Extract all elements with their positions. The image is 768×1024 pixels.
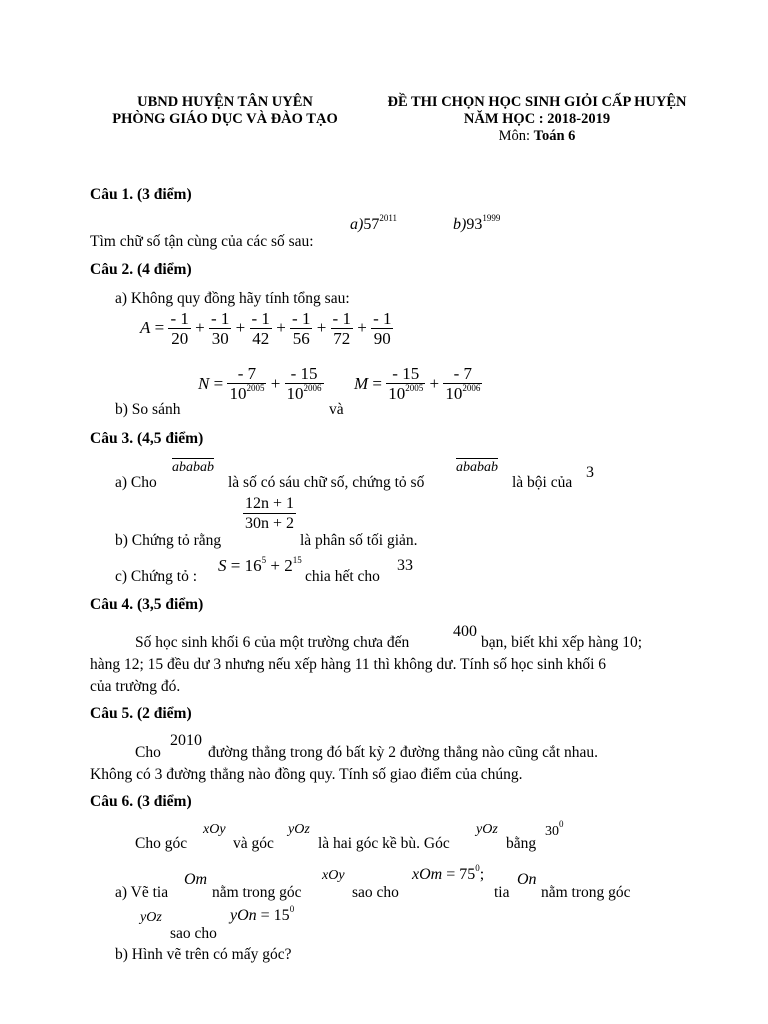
q1-b-label: b) (453, 216, 467, 233)
q3-title: Câu 3. (4,5 điểm) (90, 430, 204, 447)
M-frac-2: $\frac{- 7}{10^{2006}}$ (445, 364, 481, 403)
A-var: A (140, 317, 151, 337)
header-left (100, 94, 350, 128)
q6-a-sao: sao cho (352, 884, 399, 901)
q5-title: Câu 5. (2 điểm) (90, 705, 192, 722)
N-var: N (198, 373, 210, 393)
q6-Om: Om (184, 871, 208, 888)
q4-pre: Số học sinh khối 6 của một trường chưa đến (135, 634, 410, 651)
q2-b-text: b) So sánh (115, 401, 181, 418)
q6-a-tia: tia (494, 884, 510, 901)
q2-N-expression: N = $\frac{- 7}{10^{2005}}$ + $\frac{- 15}{10^{2006}}$ (198, 364, 324, 406)
q2-A-expression: A = $\frac{- 1}{20}$ + $\frac{- 1}{30}$ + $\frac{- 1}{42}$ + $\frac{- 1}{56}$ + $\frac{- 1}{72}$ + $\frac{- 1}{90}$ (140, 309, 392, 348)
district-name: UBND HUYỆN TÂN UYÊN (137, 94, 313, 110)
q6-xOm-expression: xOm = $75^0$; (412, 863, 485, 883)
q4-line2: hàng 12; 15 đều dư 3 nhưng nếu xếp hàng 11 thì không dư. Tính số học sinh khối 6 (90, 656, 606, 673)
exam-title: ĐỀ THI CHỌN HỌC SINH GIỎI CẤP HUYỆN (387, 94, 687, 110)
q3-a-number-1: ababab (172, 460, 214, 475)
q3-a-pre: a) Cho (115, 474, 157, 491)
school-year: NĂM HỌC : 2018-2019 (463, 111, 611, 127)
M-frac-1: $\frac{- 15}{10^{2005}}$ (388, 364, 424, 403)
q6-title: Câu 6. (3 điểm) (90, 793, 192, 810)
q1-a-exp: 2011 (379, 213, 397, 223)
A-frac-5: $\frac{- 1}{72}$ (332, 309, 351, 348)
q3-a-post: là bội của (512, 474, 573, 491)
q3-c-post: chia hết cho (305, 568, 380, 585)
q3-a-number-2: ababab (456, 460, 498, 475)
subject-label: Môn: (498, 128, 534, 144)
q4-post: bạn, biết khi xếp hàng 10; (481, 634, 642, 651)
q6-On: On (517, 871, 537, 888)
q6-sao-cho: sao cho (170, 925, 217, 942)
q5-pre: Cho (135, 744, 161, 761)
department-name: PHÒNG GIÁO DỤC VÀ ĐÀO TẠO (112, 111, 338, 127)
q4-line3: của trường đó. (90, 678, 181, 695)
q1-b-exp: 1999 (482, 213, 501, 223)
q6-yOz-3: yOz (140, 910, 162, 925)
q4-title: Câu 4. (3,5 điểm) (90, 596, 204, 613)
q1-text: Tìm chữ số tận cùng của các số sau: (90, 233, 314, 250)
header-right (372, 94, 702, 145)
q2-and-text: và (329, 401, 344, 418)
A-frac-4: $\frac{- 1}{56}$ (292, 309, 311, 348)
M-var: M (354, 373, 369, 393)
q1-a-base: 57 (363, 216, 380, 233)
q6-a-mid: nằm trong góc (212, 884, 302, 901)
q1-title: Câu 1. (3 điểm) (90, 186, 192, 203)
q1-b-expression (453, 213, 501, 234)
q6-mid2: là hai góc kề bù. Góc (318, 835, 450, 852)
q6-mid1: và góc (233, 835, 274, 852)
q3-b-pre: b) Chứng tỏ rằng (115, 532, 222, 549)
subject-line (372, 128, 702, 145)
q6-a-mid2: nằm trong góc (541, 884, 631, 901)
q5-number: 2010 (170, 732, 202, 749)
q6-mid3: bằng (506, 835, 537, 852)
q6-yOz-2: yOz (476, 822, 498, 837)
N-frac-2: $\frac{- 15}{10^{2006}}$ (286, 364, 322, 403)
q3-a-three: 3 (586, 464, 594, 481)
A-frac-2: $\frac{- 1}{30}$ (211, 309, 230, 348)
q6-yOz-1: yOz (288, 822, 310, 837)
q6-pre: Cho góc (135, 835, 188, 852)
q1-b-base: 93 (466, 216, 483, 233)
q6-a-pre: a) Vẽ tia (115, 884, 169, 901)
q1-a-label: a) (350, 216, 364, 233)
subject-value: Toán 6 (533, 128, 576, 144)
q3-b-post: là phân số tối giản. (300, 532, 418, 549)
A-frac-1: $\frac{- 1}{20}$ (170, 309, 189, 348)
q6-b-text: b) Hình vẽ trên có mấy góc? (115, 946, 292, 963)
q5-line2: Không có 3 đường thẳng nào đồng quy. Tính số giao điểm của chúng. (90, 766, 523, 783)
N-frac-1: $\frac{- 7}{10^{2005}}$ (229, 364, 265, 403)
q3-b-fraction: $\frac{12n + 1}{30n + 2}$ (245, 495, 295, 532)
q3-a-mid: là số có sáu chữ số, chứng tỏ số (228, 474, 425, 491)
q3-c-expression: $S = 16^5 + 2^{15}$ (218, 555, 302, 575)
q6-xOy-2: xOy (322, 868, 345, 883)
q1-a-expression (350, 213, 397, 234)
q6-deg30: $30^0$ (545, 819, 564, 839)
q2-title: Câu 2. (4 điểm) (90, 261, 192, 278)
q2-a-text: a) Không quy đồng hãy tính tổng sau: (115, 290, 350, 307)
A-frac-3: $\frac{- 1}{42}$ (251, 309, 270, 348)
q2-M-expression: M = $\frac{- 15}{10^{2005}}$ + $\frac{- 7}{10^{2006}}$ (354, 364, 482, 406)
A-frac-6: $\frac{- 1}{90}$ (373, 309, 392, 348)
q5-post: đường thẳng trong đó bất kỳ 2 đường thẳng nào cũng cắt nhau. (208, 744, 599, 761)
q6-xOy-1: xOy (203, 822, 226, 837)
q4-number: 400 (453, 623, 477, 640)
q3-c-pre: c) Chứng tỏ : (115, 568, 198, 585)
q6-yOn-expression: yOn = $15^0$ (230, 904, 295, 924)
q3-c-33: 33 (397, 557, 413, 574)
